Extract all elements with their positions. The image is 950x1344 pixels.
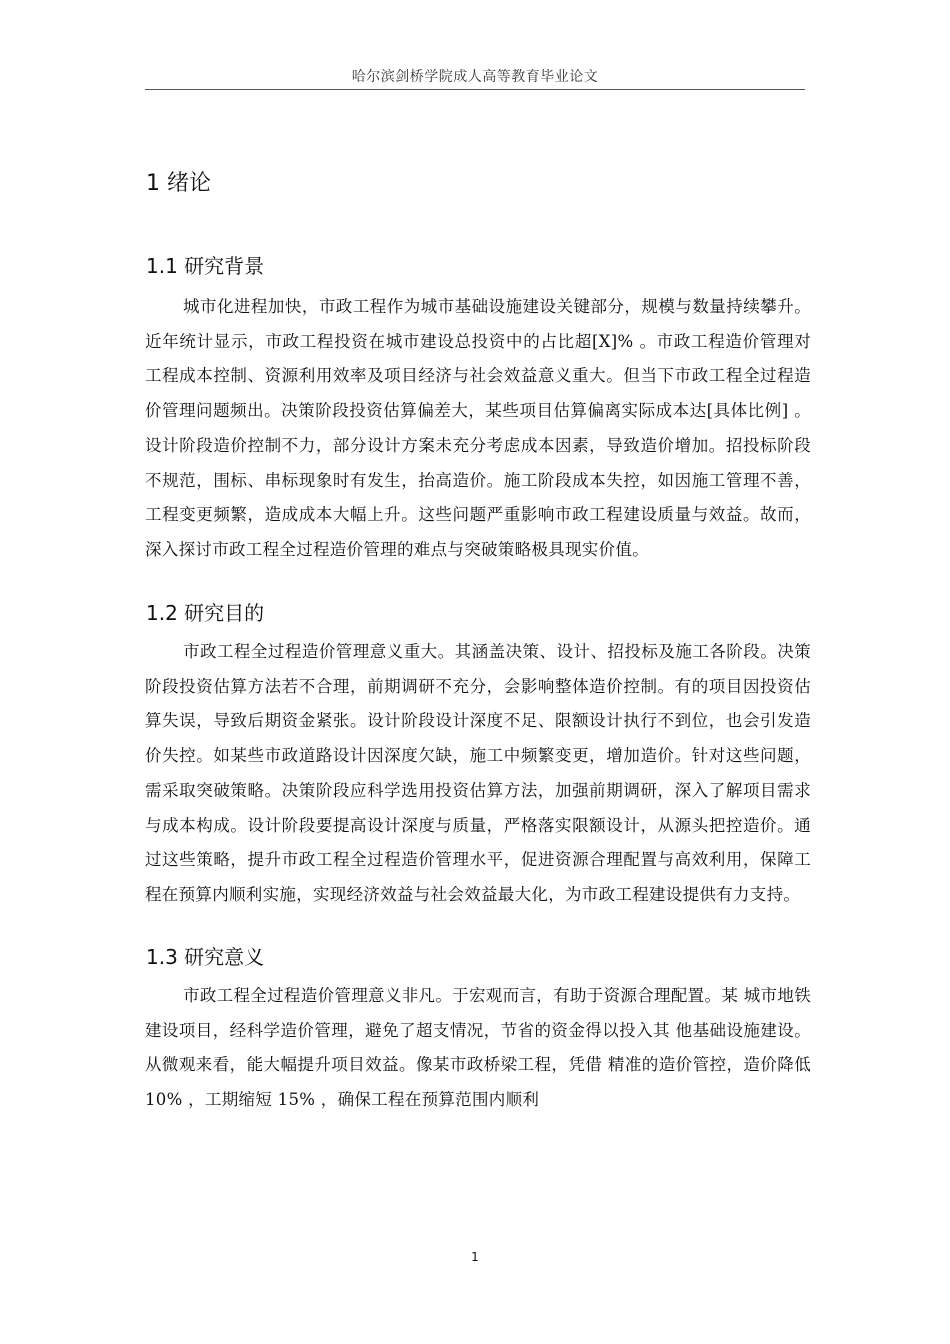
section-title-significance: 1.3 研究意义 (146, 945, 265, 969)
page-number: 1 (471, 1250, 479, 1264)
paragraph-background: 城市化进程加快，市政工程作为城市基础设施建设关键部分，规模与数量持续攀升。近年统计显示，市政工程投资在城市建设总投资中的占比超[X]% 。市政工程造价管理对工程成本控制、资源利用效率及项目经济与社会效益意义重大。但当下市政工程全过程造价管理问题频出。决策阶段投资估算偏差大，某些项目估算偏离实际成本达[具体比例] 。设计阶段造价控制不力，部分设计方案未充分考虑成本因素，导致造价增加。招投标阶段不规范，围标、串标现象时有发生，抬高造价。施工阶段成本失控，如因施工管理不善，工程变更频繁，造成成本大幅上升。这些问题严重影响市政工程建设质量与效益。故而，深入探讨市政工程全过程造价管理的难点与突破策略极具现实价值。 (145, 297, 811, 559)
chapter-title: 1 绪论 (146, 171, 211, 196)
section-title-purpose: 1.2 研究目的 (146, 601, 265, 625)
running-header: 哈尔滨剑桥学院成人高等教育毕业论文 (351, 69, 599, 85)
section-title-background: 1.1 研究背景 (146, 254, 265, 278)
paragraph-purpose: 市政工程全过程造价管理意义重大。其涵盖决策、设计、招投标及施工各阶段。决策阶段投资估算方法若不合理，前期调研不充分，会影响整体造价控制。有的项目因投资估算失误，导致后期资金紧张。设计阶段设计深度不足、限额设计执行不到位，也会引发造价失控。如某些市政道路设计因深度欠缺，施工中频繁变更，增加造价。针对这些问题，需采取突破策略。决策阶段应科学选用投资估算方法，加强前期调研，深入了解项目需求与成本构成。设计阶段要提高设计深度与质量，严格落实限额设计，从源头把控造价。通过这些策略，提升市政工程全过程造价管理水平，促进资源合理配置与高效利用，保障工程在预算内顺利实施，实现经济效益与社会效益最大化，为市政工程建设提供有力支持。 (145, 642, 811, 904)
header-divider (145, 89, 805, 90)
paragraph-significance: 市政工程全过程造价管理意义非凡。于宏观而言，有助于资源合理配置。某 城市地铁建设项目，经科学造价管理，避免了超支情况，节省的资金得以投入其 他基础设施建设。从微观来看，能大幅提升项目效益。像某市政桥梁工程，凭借 精准的造价管控，造价降低 10% ，工期缩短 15% ，确保工程在预算范围内顺利 (145, 986, 811, 1110)
